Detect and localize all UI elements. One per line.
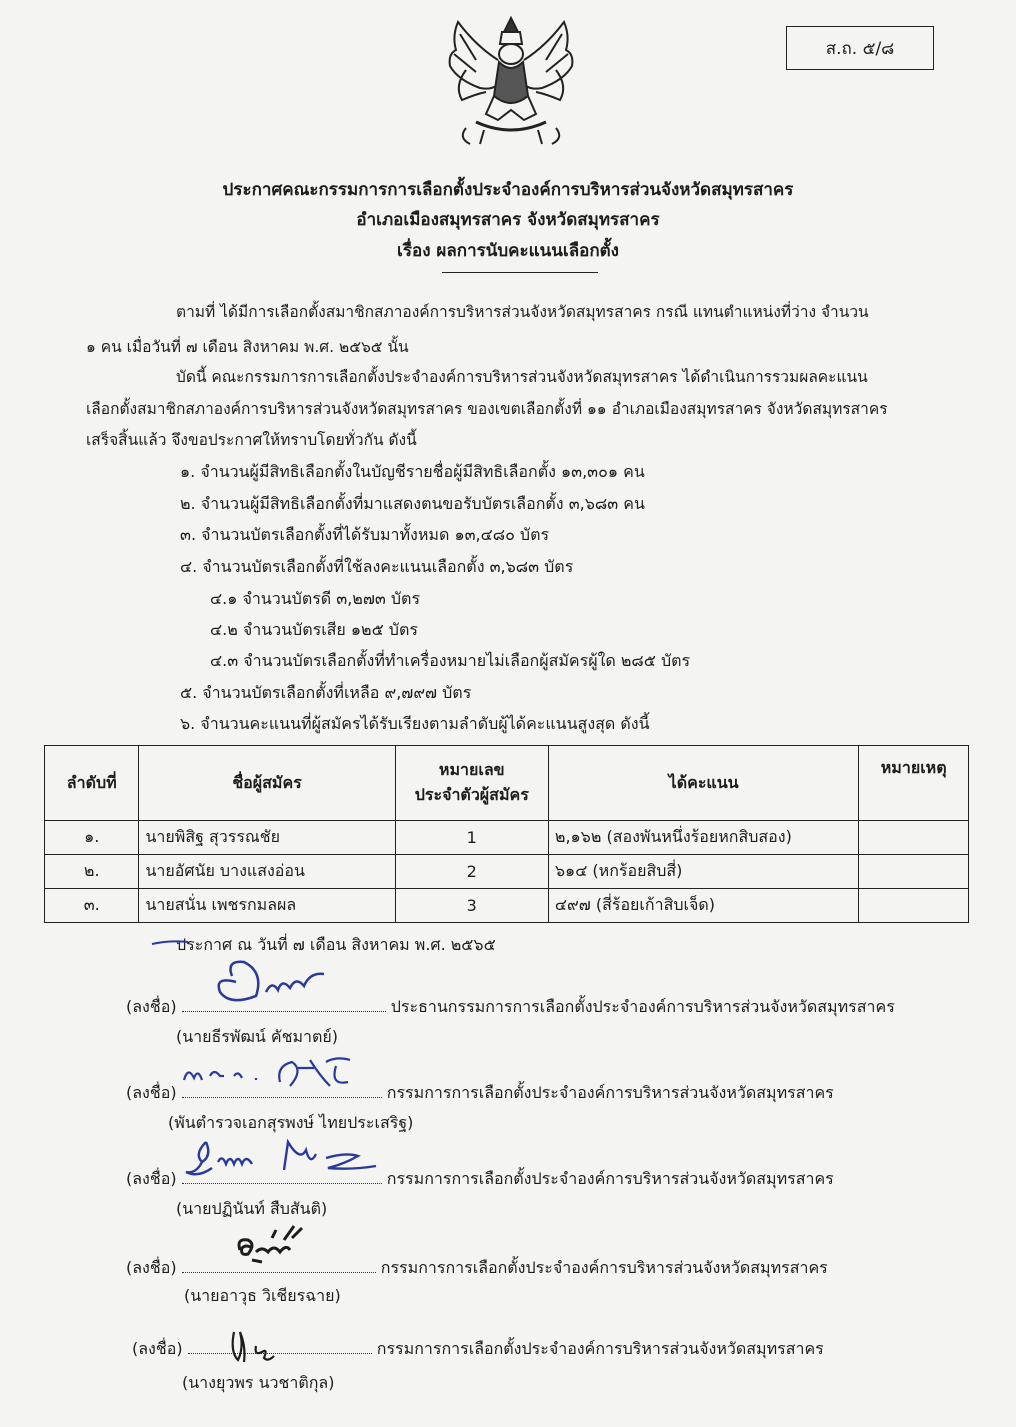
- signer-3-name: (นายปฏินันท์ สืบสันติ): [176, 1199, 328, 1218]
- table-header-row: [45, 746, 969, 821]
- header-number-line-1: หมายเลข: [438, 760, 505, 779]
- form-code-box: [786, 26, 934, 70]
- cell-rank: ๒.: [45, 855, 139, 889]
- signer-5-role: กรรมการการเลือกตั้งประจำองค์การบริหารส่วนจังหวัดสมุทรสาคร: [376, 1339, 824, 1358]
- signer-1-name: (นายธีรพัฒน์ คัชมาตย์): [176, 1027, 339, 1046]
- list-item: ๔.๒ จำนวนบัตรเสีย ๑๒๕ บัตร: [210, 620, 418, 639]
- list-item: ๑. จำนวนผู้มีสิทธิเลือกตั้งในบัญชีรายชื่อผู้มีสิทธิเลือกตั้ง ๑๓,๓๐๑ คน: [180, 462, 645, 481]
- signer-2-name: (พันตำรวจเอกสุรพงษ์ ไทยประเสริฐ): [168, 1113, 414, 1132]
- pen-stroke: [150, 936, 190, 950]
- form-code: ส.ถ. ๕/๘: [825, 38, 895, 59]
- announcement-date: ประกาศ ณ วันที่ ๗ เดือน สิงหาคม พ.ศ. ๒๕๖๕: [176, 935, 496, 954]
- signer-3-role: กรรมการการเลือกตั้งประจำองค์การบริหารส่วนจังหวัดสมุทรสาคร: [386, 1169, 834, 1188]
- signer-3-prefix: (ลงชื่อ): [126, 1169, 177, 1188]
- header-line-3: เรื่อง ผลการนับคะแนนเลือกตั้ง: [397, 241, 619, 261]
- paragraph-1-line-1: ตามที่ ได้มีการเลือกตั้งสมาชิกสภาองค์การบริหารส่วนจังหวัดสมุทรสาคร กรณี แทนตำแหน่งที่ว่าง จำนวน: [176, 303, 869, 321]
- header-rank: ลำดับที่: [45, 746, 139, 821]
- list-item: ๖. จำนวนคะแนนที่ผู้สมัครได้รับเรียงตามลำดับผู้ได้คะแนนสูงสุด ดังนี้: [180, 714, 650, 733]
- signer-4-name: (นายอาวุธ วิเชียรฉาย): [184, 1286, 341, 1305]
- signature-4: [232, 1222, 312, 1266]
- list-item: ๔.๓ จำนวนบัตรเลือกตั้งที่ทำเครื่องหมายไม่เลือกผู้สมัครผู้ใด ๒๘๕ บัตร: [210, 651, 691, 670]
- cell-rank: ๑.: [45, 821, 139, 855]
- list-item: ๔. จำนวนบัตรเลือกตั้งที่ใช้ลงคะแนนเลือกตั้ง ๓,๖๘๓ บัตร: [180, 557, 574, 576]
- cell-number: 1: [395, 821, 548, 855]
- paragraph-1-line-2: ๑ คน เมื่อวันที่ ๗ เดือน สิงหาคม พ.ศ. ๒๕๖๕ นั้น: [86, 338, 409, 356]
- signer-5-prefix: (ลงชื่อ): [132, 1339, 183, 1358]
- paragraph-2-line-1: บัดนี้ คณะกรรมการการเลือกตั้งประจำองค์การบริหารส่วนจังหวัดสมุทรสาคร ได้ดำเนินการรวมผลคะแนน: [176, 368, 868, 386]
- header-divider: [442, 272, 598, 273]
- signer-2-prefix: (ลงชื่อ): [126, 1083, 177, 1102]
- signature-5: [224, 1322, 284, 1366]
- header-name: ชื่อผู้สมัคร: [139, 746, 395, 821]
- signer-1-role: ประธานกรรมการการเลือกตั้งประจำองค์การบริหารส่วนจังหวัดสมุทรสาคร: [390, 997, 895, 1016]
- header-line-1: ประกาศคณะกรรมการการเลือกตั้งประจำองค์การบริหารส่วนจังหวัดสมุทรสาคร: [222, 180, 794, 200]
- signer-4-prefix: (ลงชื่อ): [126, 1258, 177, 1277]
- cell-name: นายอัศนัย บางแสงอ่อน: [139, 855, 395, 889]
- list-item: ๔.๑ จำนวนบัตรดี ๓,๒๗๓ บัตร: [210, 589, 421, 608]
- signature-3: [176, 1128, 386, 1186]
- cell-number: 3: [395, 889, 548, 923]
- table-row: [45, 855, 969, 889]
- header-number-line-2: ประจำตัวผู้สมัคร: [414, 785, 529, 804]
- paragraph-2-line-2: เลือกตั้งสมาชิกสภาองค์การบริหารส่วนจังหวัดสมุทรสาคร ของเขตเลือกตั้งที่ ๑๑ อำเภอเมืองสมุทรสาคร จังหวัดสมุทรสาคร: [86, 400, 888, 418]
- cell-name: นายพิสิฐ สุวรรณชัย: [139, 821, 395, 855]
- list-item: ๕. จำนวนบัตรเลือกตั้งที่เหลือ ๙,๗๙๗ บัตร: [180, 683, 472, 702]
- list-item: ๒. จำนวนผู้มีสิทธิเลือกตั้งที่มาแสดงตนขอรับบัตรเลือกตั้ง ๓,๖๘๓ คน: [180, 494, 645, 513]
- paragraph-2-line-3: เสร็จสิ้นแล้ว จึงขอประกาศให้ทราบโดยทั่วกัน ดังนี้: [86, 431, 417, 449]
- cell-score: ๔๙๗ (สี่ร้อยเก้าสิบเจ็ด): [548, 889, 858, 923]
- cell-score: ๖๑๔ (หกร้อยสิบสี่): [548, 855, 858, 889]
- list-item: ๓. จำนวนบัตรเลือกตั้งที่ได้รับมาทั้งหมด ๑๓,๔๘๐ บัตร: [180, 525, 550, 544]
- garuda-emblem-icon: [436, 10, 586, 150]
- cell-remark: [859, 821, 969, 855]
- header-remark: หมายเหตุ: [859, 746, 969, 821]
- signature-2: [180, 1046, 380, 1096]
- header-number: [395, 746, 548, 821]
- signer-2-role: กรรมการการเลือกตั้งประจำองค์การบริหารส่วนจังหวัดสมุทรสาคร: [386, 1083, 834, 1102]
- table-row: [45, 821, 969, 855]
- cell-remark: [859, 855, 969, 889]
- cell-score: ๒,๑๖๒ (สองพันหนึ่งร้อยหกสิบสอง): [548, 821, 858, 855]
- cell-rank: ๓.: [45, 889, 139, 923]
- signer-5-name: (นางยุวพร นวชาติกุล): [182, 1373, 335, 1392]
- signer-4-role: กรรมการการเลือกตั้งประจำองค์การบริหารส่วนจังหวัดสมุทรสาคร: [380, 1258, 828, 1277]
- results-table: [44, 745, 969, 923]
- header-line-2: อำเภอเมืองสมุทรสาคร จังหวัดสมุทรสาคร: [356, 210, 660, 230]
- signature-1: [206, 952, 336, 1008]
- cell-name: นายสนั่น เพชรกมลผล: [139, 889, 395, 923]
- cell-remark: [859, 889, 969, 923]
- cell-number: 2: [395, 855, 548, 889]
- signer-1-prefix: (ลงชื่อ): [126, 997, 177, 1016]
- table-row: [45, 889, 969, 923]
- header-score: ได้คะแนน: [548, 746, 858, 821]
